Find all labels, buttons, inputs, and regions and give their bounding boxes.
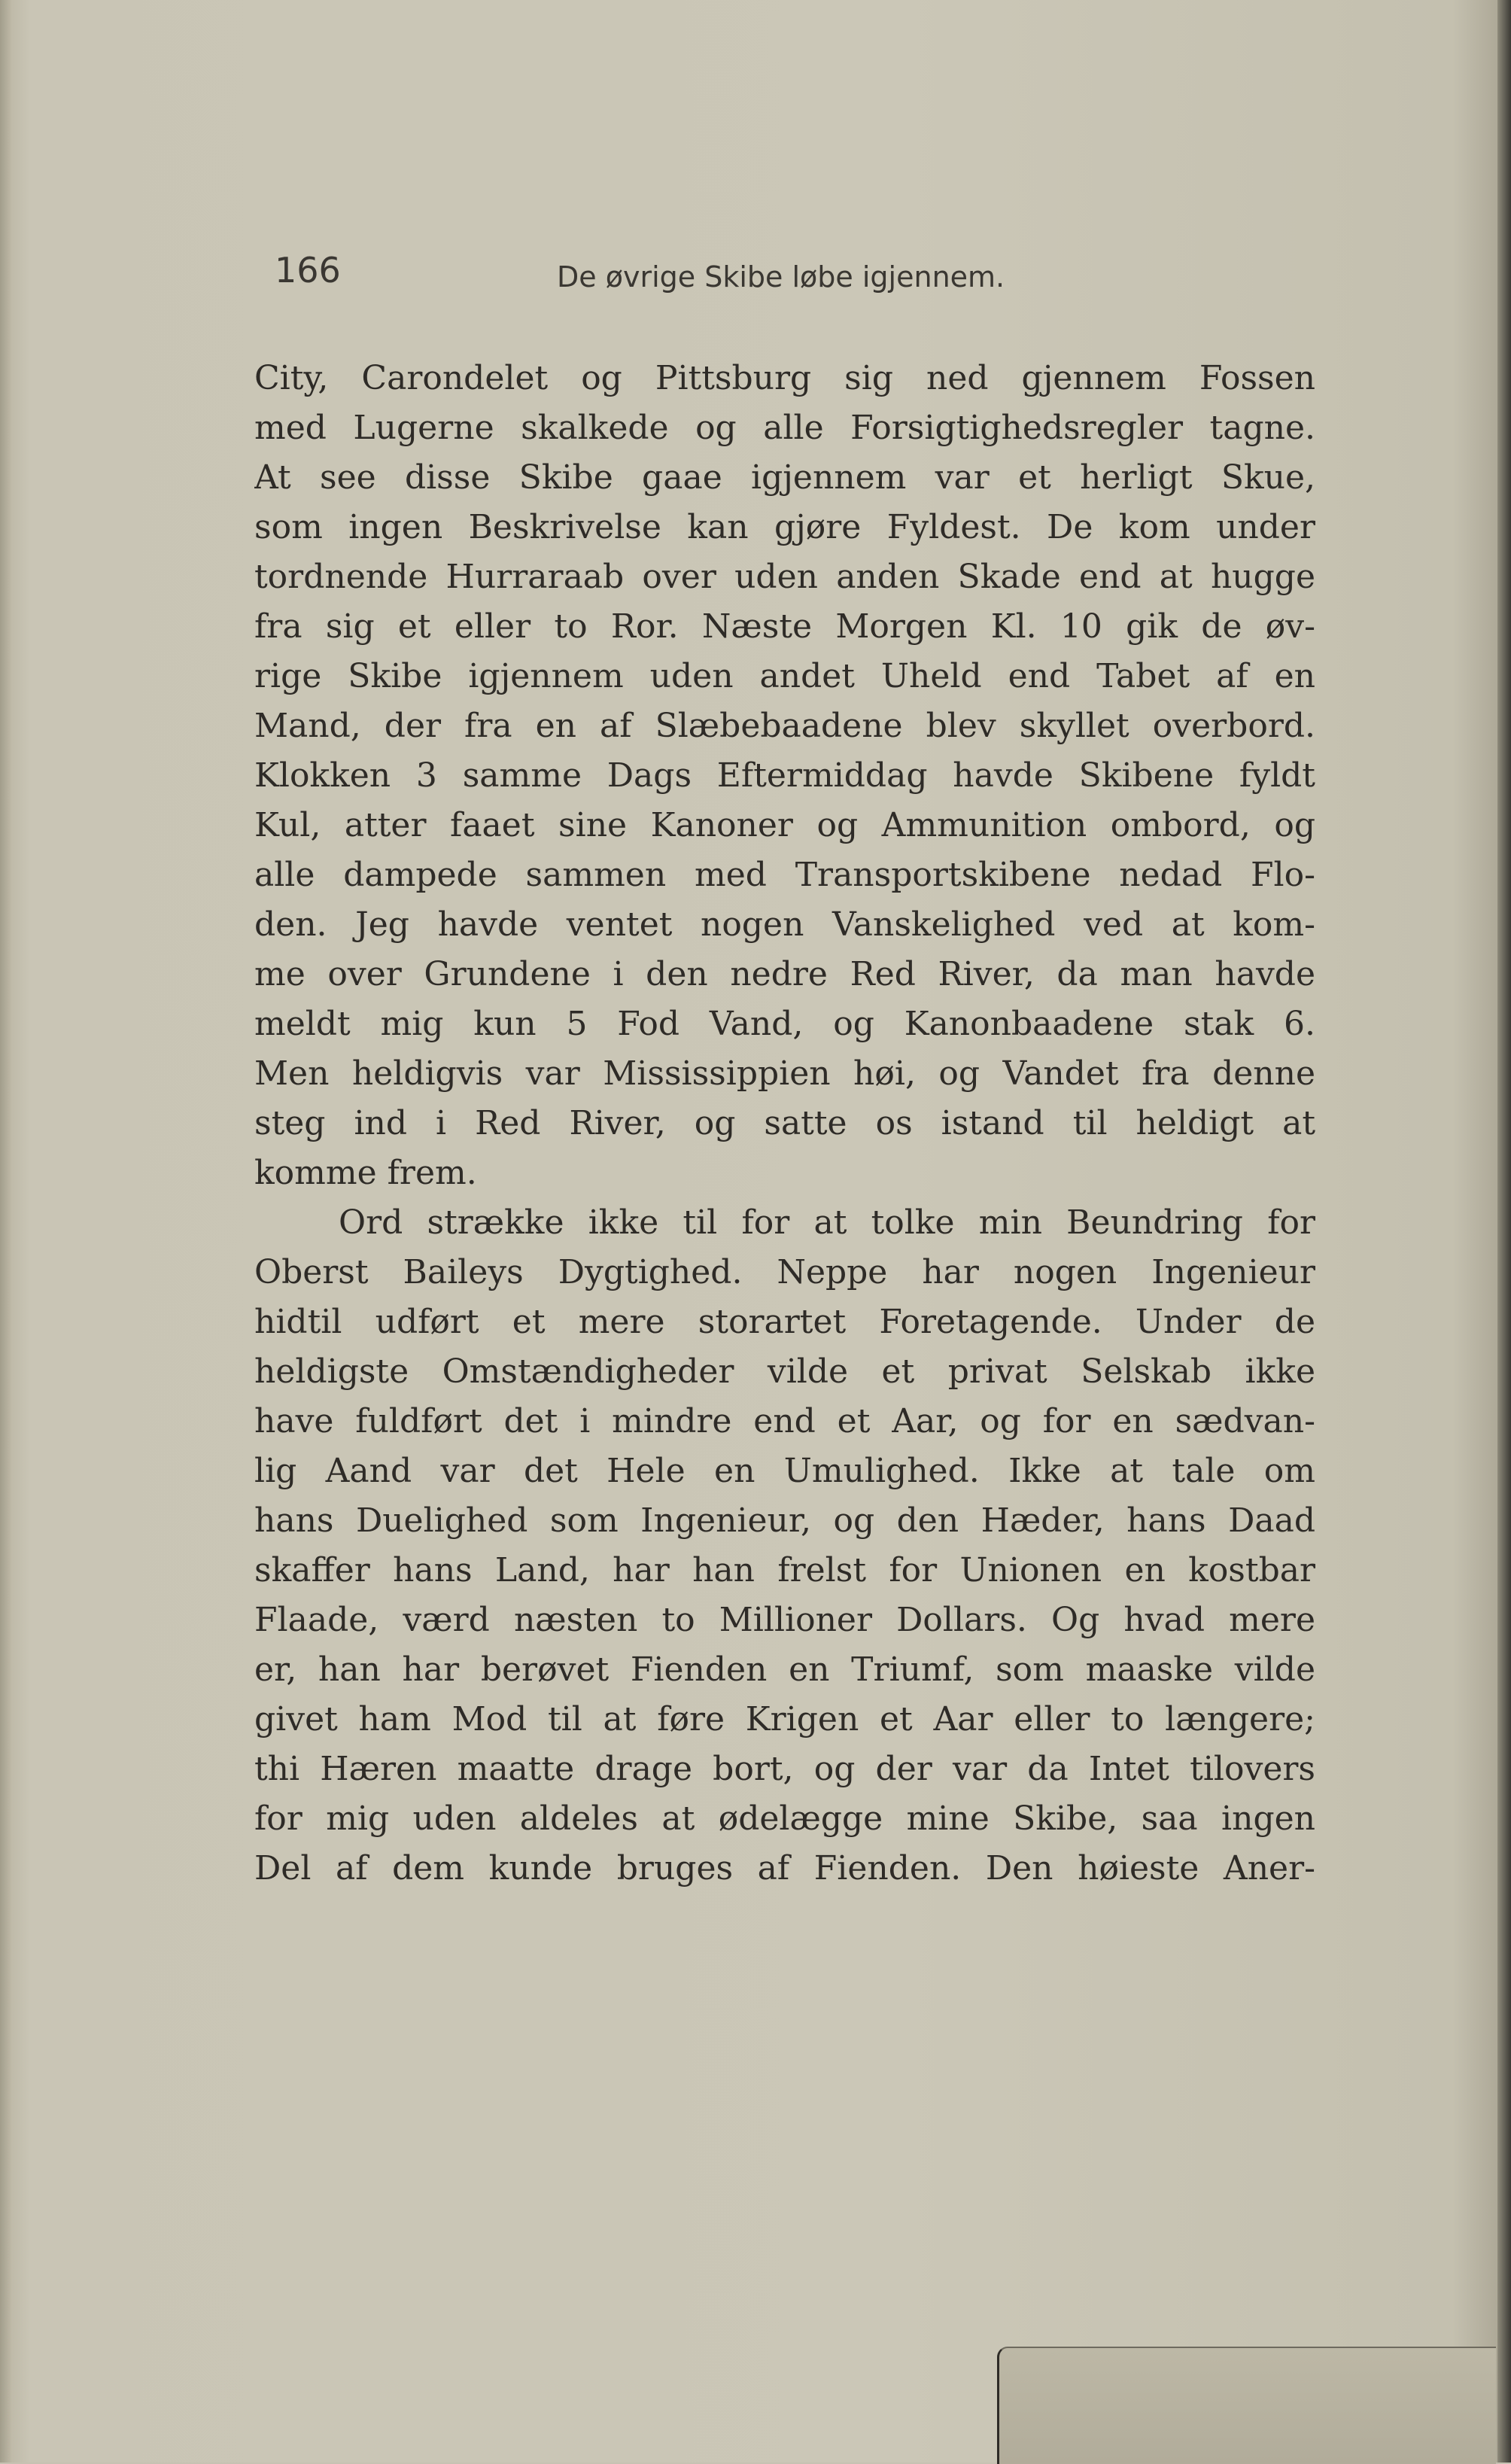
text-line: me over Grundene i den nedre Red River, da man havde	[254, 955, 1315, 993]
page-corner-tab	[997, 2347, 1496, 2464]
text-line: Flaade, værd næsten to Millioner Dollars. Og hvad mere	[254, 1601, 1315, 1639]
page-right-edge	[1497, 0, 1511, 2462]
text-line: have fuldført det i mindre end et Aar, og for en sædvan-	[254, 1402, 1315, 1440]
text-line: Del af dem kunde bruges af Fienden. Den høieste Aner-	[254, 1849, 1315, 1888]
text-line: komme frem.	[254, 1154, 477, 1192]
text-line: alle dampede sammen med Transportskibene nedad Flo-	[254, 856, 1315, 894]
text-line: med Lugerne skalkede og alle Forsigtighedsregler tagne.	[254, 409, 1315, 447]
text-line: thi Hæren maatte drage bort, og der var da Intet tilovers	[254, 1750, 1315, 1788]
text-line: lig Aand var det Hele en Umulighed. Ikke at tale om	[254, 1452, 1315, 1490]
text-line: City, Carondelet og Pittsburg sig ned gjennem Fossen	[254, 359, 1315, 397]
text-line: hidtil udført et mere storartet Foretagende. Under de	[254, 1303, 1315, 1341]
text-line: fra sig et eller to Ror. Næste Morgen Kl. 10 gik de øv-	[254, 607, 1315, 646]
paragraph-1	[254, 354, 1315, 1198]
text-line: hans Duelighed som Ingenieur, og den Hæder, hans Daad	[254, 1501, 1315, 1540]
text-line: rige Skibe igjennem uden andet Uheld end Tabet af en	[254, 657, 1315, 695]
text-line: Kul, atter faaet sine Kanoner og Ammunition ombord, og	[254, 806, 1315, 844]
text-line: Ord strække ikke til for at tolke min Beundring for	[339, 1203, 1315, 1242]
text-line: meldt mig kun 5 Fod Vand, og Kanonbaadene stak 6.	[254, 1005, 1315, 1043]
text-line: er, han har berøvet Fienden en Triumf, som maaske vilde	[254, 1650, 1315, 1689]
text-line: skaffer hans Land, har han frelst for Unionen en kostbar	[254, 1551, 1315, 1589]
text-line: givet ham Mod til at føre Krigen et Aar eller to længere;	[254, 1700, 1315, 1738]
text-line: som ingen Beskrivelse kan gjøre Fyldest. De kom under	[254, 508, 1315, 546]
text-line: heldigste Omstændigheder vilde et privat Selskab ikke	[254, 1352, 1315, 1391]
text-line: Klokken 3 samme Dags Eftermiddag havde Skibene fyldt	[254, 756, 1315, 795]
page-left-edge	[0, 0, 12, 2462]
page-header	[275, 250, 1313, 303]
text-line: tordnende Hurraraab over uden anden Skade end at hugge	[254, 558, 1315, 596]
text-line: den. Jeg havde ventet nogen Vanskelighed ved at kom-	[254, 905, 1315, 944]
text-line: At see disse Skibe gaae igjennem var et herligt Skue,	[254, 458, 1315, 497]
text-line: for mig uden aldeles at ødelægge mine Skibe, saa ingen	[254, 1799, 1315, 1838]
text-line: Oberst Baileys Dygtighed. Neppe har nogen Ingenieur	[254, 1253, 1315, 1291]
running-head: De øvrige Skibe løbe igjennem.	[557, 260, 1005, 294]
text-line: Men heldigvis var Mississippien høi, og Vandet fra denne	[254, 1054, 1315, 1093]
page-number: 166	[275, 250, 341, 291]
text-line: steg ind i Red River, og satte os istand til heldigt at	[254, 1104, 1315, 1142]
text-line: Mand, der fra en af Slæbebaadene blev skyllet overbord.	[254, 707, 1315, 745]
body-text	[254, 354, 1315, 1894]
paragraph-2	[254, 1198, 1315, 1894]
